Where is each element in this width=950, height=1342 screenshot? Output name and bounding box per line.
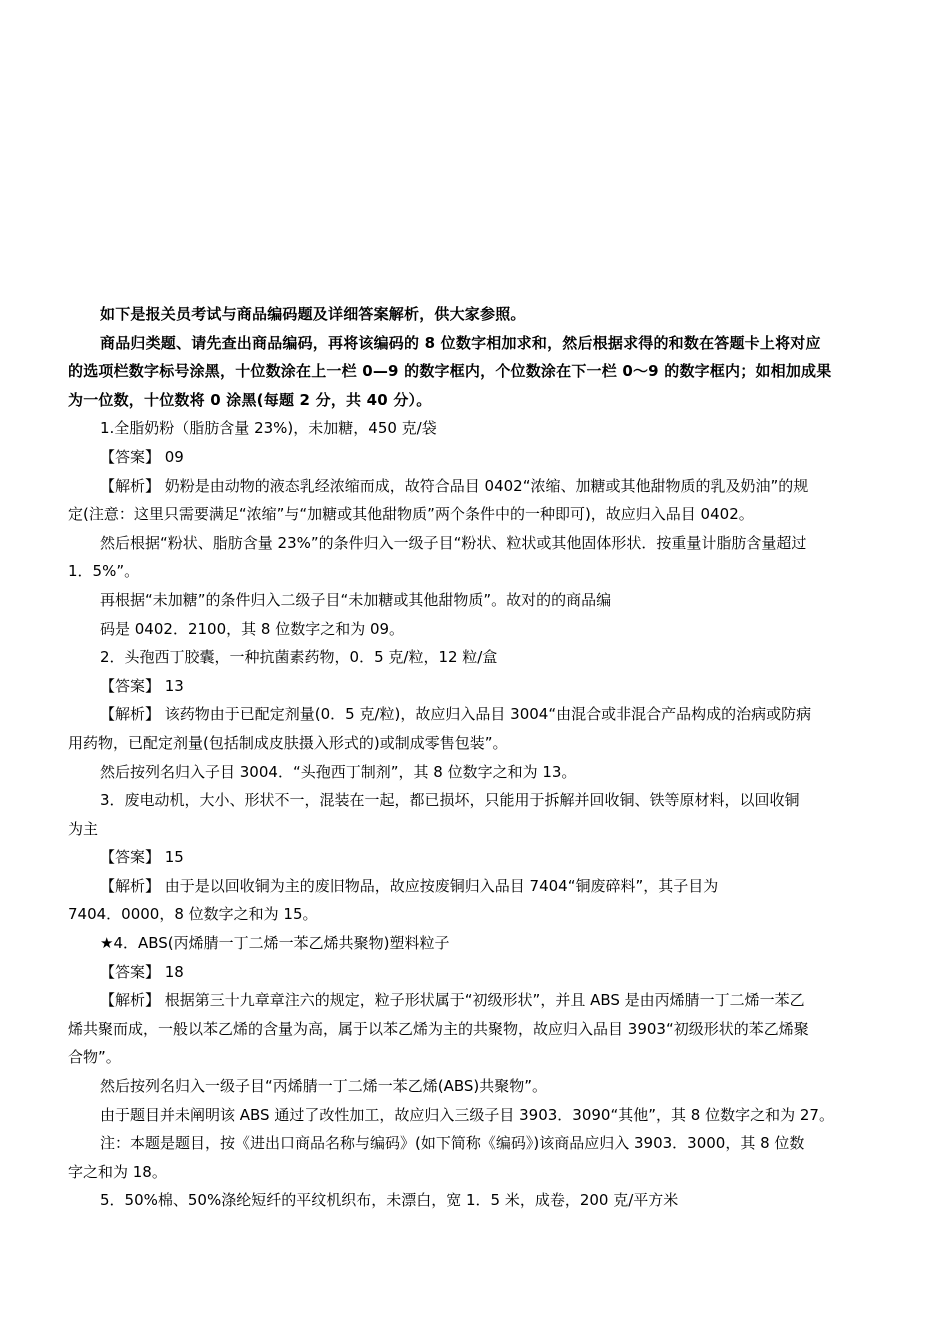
question-title: 为主 bbox=[68, 819, 99, 838]
analysis-line: 然后按列名归入一级子目“丙烯腈一丁二烯一苯乙烯(ABS)共聚物”。 bbox=[100, 1077, 548, 1096]
answer-line: 【答案】 09 bbox=[100, 447, 184, 466]
analysis-line: 然后根据“粉状、脂肪含量 23%”的条件归入一级子目“粉状、粒状或其他固体形状．按重量计脂肪含量超过 bbox=[100, 533, 807, 552]
intro-line: 如下是报关员考试与商品编码题及详细答案解析，供大家参照。 bbox=[100, 305, 526, 323]
intro-line: 为一位数，十位数将 0 涂黑(每题 2 分，共 40 分）。 bbox=[68, 390, 432, 409]
question-title: 2．头孢西丁胶囊，一种抗菌素药物，0．5 克/粒，12 粒/盒 bbox=[100, 648, 498, 667]
answer-line: 【答案】 13 bbox=[100, 676, 184, 695]
analysis-line: 1．5%”。 bbox=[68, 562, 140, 581]
analysis-line: 【解析】 根据第三十九章章注六的规定，粒子形状属于“初级形状”，并且 ABS 是由丙烯腈一丁二烯一苯乙 bbox=[100, 991, 805, 1010]
analysis-line: 定(注意：这里只需要满足“浓缩”与“加糖或其他甜物质”两个条件中的一种即可)，故应归入品目 0402。 bbox=[68, 505, 754, 524]
analysis-line: 【解析】 由于是以回收铜为主的废旧物品，故应按废铜归入品目 7404“铜废碎料”，其子目为 bbox=[100, 876, 719, 895]
answer-line: 【答案】 15 bbox=[100, 848, 184, 867]
answer-line: 【答案】 18 bbox=[100, 962, 184, 981]
document-body bbox=[68, 300, 880, 1215]
analysis-line: 再根据“未加糖”的条件归入二级子目“未加糖或其他甜物质”。故对的的商品编 bbox=[100, 590, 612, 609]
intro-line: 的选项栏数字标号涂黑，十位数涂在上一栏 0—9 的数字框内，个位数涂在下一栏 0～9 的数字框内；如相加成果 bbox=[68, 362, 832, 381]
analysis-line: 码是 0402．2100，其 8 位数字之和为 09。 bbox=[100, 619, 405, 638]
note-line: 注：本题是题目，按《进出口商品名称与编码》(如下简称《编码》)该商品应归入 3903．3000，其 8 位数 bbox=[100, 1134, 805, 1153]
intro-line: 商品归类题、请先查出商品编码，再将该编码的 8 位数字相加求和，然后根据求得的和数在答题卡上将对应 bbox=[100, 333, 821, 352]
question-title: 3．废电动机，大小、形状不一，混装在一起，都已损坏，只能用于拆解并回收铜、铁等原材料，以回收铜 bbox=[100, 791, 800, 810]
question-title: ★4．ABS(丙烯腈一丁二烯一苯乙烯共聚物)塑料粒子 bbox=[100, 934, 450, 953]
question-title: 5．50%棉、50%涤纶短纤的平纹机织布，未漂白，宽 1．5 米，成卷，200 克/平方米 bbox=[100, 1191, 679, 1210]
analysis-line: 烯共聚而成，一般以苯乙烯的含量为高，属于以苯乙烯为主的共聚物，故应归入品目 3903“初级形状的苯乙烯聚 bbox=[68, 1019, 809, 1038]
analysis-line: 由于题目并未阐明该 ABS 通过了改性加工，故应归入三级子目 3903．3090“其他”，其 8 位数字之和为 27。 bbox=[100, 1105, 834, 1124]
analysis-line: 然后按列名归入子目 3004．“头孢西丁制剂”，其 8 位数字之和为 13。 bbox=[100, 762, 577, 781]
analysis-line: 【解析】 奶粉是由动物的液态乳经浓缩而成，故符合品目 0402“浓缩、加糖或其他甜物质的乳及奶油”的规 bbox=[100, 476, 809, 495]
note-line: 字之和为 18。 bbox=[68, 1162, 167, 1181]
analysis-line: 用药物，已配定剂量(包括制成皮肤摄入形式的)或制成零售包装”。 bbox=[68, 733, 508, 752]
analysis-line: 【解析】 该药物由于已配定剂量(0．5 克/粒)，故应归入品目 3004“由混合或非混合产品构成的治病或防病 bbox=[100, 705, 812, 724]
analysis-line: 合物”。 bbox=[68, 1048, 121, 1067]
question-title: 1.全脂奶粉（脂肪含量 23%)，未加糖，450 克/袋 bbox=[100, 419, 437, 438]
analysis-line: 7404．0000，8 位数字之和为 15。 bbox=[68, 905, 318, 924]
